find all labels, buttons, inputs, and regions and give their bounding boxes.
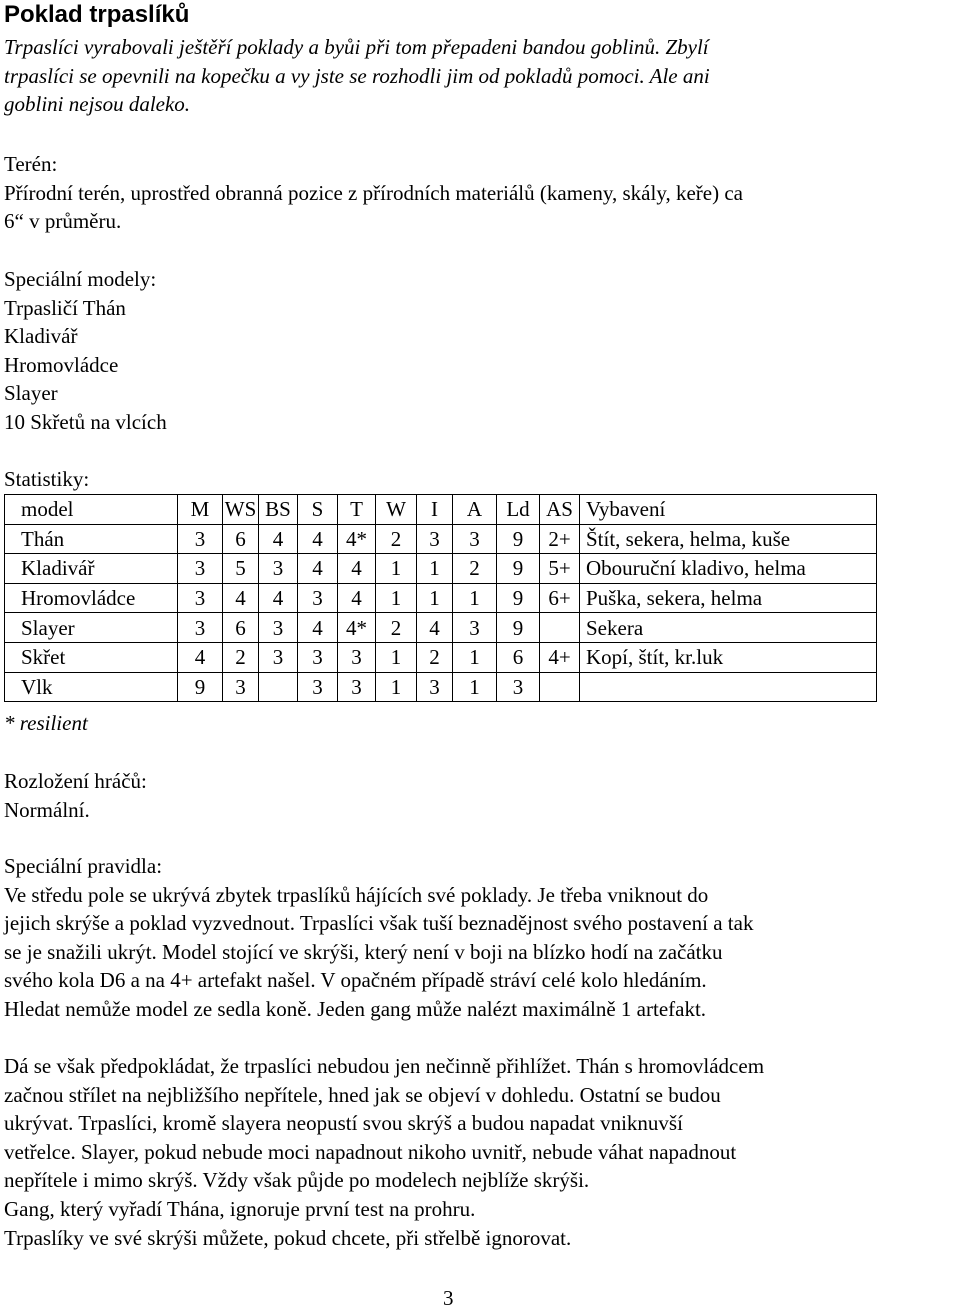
stats-cell: Štít, sekera, helma, kuše [580, 524, 877, 554]
stats-cell: Skřet [5, 642, 178, 672]
stats-cell: Sekera [580, 613, 877, 643]
stats-cell: Hromovládce [5, 583, 178, 613]
special-model-item: 10 Skřetů na vlcích [4, 409, 167, 434]
stats-cell: Puška, sekera, helma [580, 583, 877, 613]
intro-paragraph [4, 33, 710, 119]
special-models-heading: Speciální modely: [4, 267, 157, 291]
stats-cell: 3 [497, 672, 540, 702]
stats-header-cell: T [338, 495, 376, 525]
stats-cell: 1 [417, 583, 453, 613]
stats-cell: 3 [259, 642, 298, 672]
stats-cell: 1 [453, 642, 497, 672]
stats-header-cell: A [453, 495, 497, 525]
stats-header-cell: S [298, 495, 338, 525]
stats-cell: Thán [5, 524, 178, 554]
stats-cell: 9 [497, 583, 540, 613]
stats-cell: 4 [298, 554, 338, 584]
stats-cell: 3 [178, 524, 223, 554]
rules-line: svého kola D6 a na 4+ artefakt našel. V opačném případě stráví celé kolo hledáním. [4, 968, 707, 993]
stats-cell: 4 [338, 554, 376, 584]
stats-cell: 5 [223, 554, 259, 584]
stats-cell: 1 [453, 672, 497, 702]
stats-cell: 2 [417, 642, 453, 672]
stats-cell: 3 [338, 642, 376, 672]
rules-line: nepřítele i mimo skrýš. Vždy však půjde po modelech nejblíže skrýši. [4, 1168, 590, 1193]
rules-line: se je snažili ukrýt. Model stojící ve skrýši, který není v boji na blízko hodí na začátku [4, 939, 723, 964]
stats-row [5, 613, 877, 643]
stats-cell: 4 [338, 583, 376, 613]
stats-header-cell: Vybavení [580, 495, 877, 525]
stats-cell: 5+ [540, 554, 580, 584]
stats-header-cell: BS [259, 495, 298, 525]
terrain-line: Přírodní terén, uprostřed obranná pozice z přírodních materiálů (kameny, skály, keře) ca [4, 180, 743, 205]
stats-cell [540, 613, 580, 643]
special-rules-section [4, 852, 753, 1024]
page-title: Poklad trpaslíků [4, 1, 190, 28]
stats-cell: 9 [497, 554, 540, 584]
stats-header-cell: AS [540, 495, 580, 525]
rules-line: vetřelce. Slayer, pokud nebude moci napadnout nikoho uvnitř, nebude váhat napadnout [4, 1139, 737, 1164]
stats-header-row [5, 495, 877, 525]
stats-cell: 6 [223, 613, 259, 643]
terrain-line: 6“ v průměru. [4, 209, 122, 234]
stats-cell: 9 [497, 613, 540, 643]
special-model-item: Trpasličí Thán [4, 295, 126, 320]
stats-cell: 3 [298, 583, 338, 613]
rules-line: Dá se však předpokládat, že trpaslíci nebudou jen nečinně přihlížet. Thán s hromovládcem [4, 1054, 765, 1078]
stats-row [5, 554, 877, 584]
stats-cell: 3 [453, 524, 497, 554]
stats-footnote: * resilient [4, 711, 88, 735]
stats-cell: 4* [338, 524, 376, 554]
stats-cell: 2 [223, 642, 259, 672]
stats-cell [540, 672, 580, 702]
stats-cell: 4+ [540, 642, 580, 672]
page-number: 3 [443, 1286, 454, 1310]
rules-line: Trpaslíky ve své skrýši můžete, pokud chcete, při střelbě ignorovat. [4, 1225, 572, 1250]
deployment-section [4, 767, 147, 824]
special-rules-paragraph-2 [4, 1052, 764, 1252]
stats-heading: Statistiky: [4, 467, 90, 491]
stats-cell: 3 [178, 613, 223, 643]
intro-line: trpaslíci se opevnili na kopečku a vy jste se rozhodli jim od pokladů pomoci. Ale ani [4, 63, 710, 88]
stats-cell: Slayer [5, 613, 178, 643]
stats-row [5, 583, 877, 613]
special-model-item: Kladivář [4, 324, 78, 349]
stats-cell: 3 [298, 672, 338, 702]
stats-header-cell: WS [223, 495, 259, 525]
stats-cell: 2+ [540, 524, 580, 554]
stats-cell: 3 [259, 613, 298, 643]
stats-header-cell: model [5, 495, 178, 525]
stats-cell: 3 [178, 554, 223, 584]
stats-cell [580, 672, 877, 702]
special-model-item: Hromovládce [4, 352, 119, 377]
stats-cell: Kladivář [5, 554, 178, 584]
stats-cell: 4 [298, 613, 338, 643]
stats-cell: 2 [376, 613, 417, 643]
stats-header-cell: W [376, 495, 417, 525]
stats-cell: 1 [376, 554, 417, 584]
stats-cell: 1 [453, 583, 497, 613]
deployment-text: Normální. [4, 797, 90, 822]
stats-cell: Kopí, štít, kr.luk [580, 642, 877, 672]
stats-cell: 1 [376, 583, 417, 613]
stats-cell: 3 [223, 672, 259, 702]
stats-row [5, 672, 877, 702]
stats-cell: 6 [223, 524, 259, 554]
stats-cell: 1 [376, 642, 417, 672]
stats-cell: 2 [376, 524, 417, 554]
stats-cell: 4 [223, 583, 259, 613]
rules-line: ukrývat. Trpaslíci, kromě slayera neopustí svou skrýš a budou napadat vniknuvší [4, 1111, 683, 1136]
rules-line: Ve středu pole se ukrývá zbytek trpaslíků hájících své poklady. Je třeba vniknout do [4, 882, 709, 907]
stats-table-wrapper [4, 494, 877, 702]
stats-cell: 3 [417, 524, 453, 554]
stats-cell [259, 672, 298, 702]
rules-line: Gang, který vyřadí Thána, ignoruje první test na prohru. [4, 1196, 476, 1221]
stats-cell: 4 [259, 524, 298, 554]
terrain-heading: Terén: [4, 152, 58, 176]
stats-row [5, 642, 877, 672]
stats-table [4, 494, 877, 702]
stats-cell: 3 [298, 642, 338, 672]
special-rules-heading: Speciální pravidla: [4, 854, 163, 878]
special-models-section [4, 265, 167, 437]
stats-cell: 4* [338, 613, 376, 643]
rules-line: Hledat nemůže model ze sedla koně. Jeden gang může nalézt maximálně 1 artefakt. [4, 996, 707, 1021]
stats-header-cell: Ld [497, 495, 540, 525]
rules-line: jejich skrýše a poklad vyzvednout. Trpaslíci však tuší beznadějnost svého postavení a tak [4, 911, 754, 936]
stats-cell: 1 [417, 554, 453, 584]
stats-cell: 4 [298, 524, 338, 554]
stats-row [5, 524, 877, 554]
rules-line: začnou střílet na nejbližšího nepřítele, hned jak se objeví v dohledu. Ostatní se budou [4, 1082, 721, 1107]
stats-cell: 6+ [540, 583, 580, 613]
stats-cell: 4 [259, 583, 298, 613]
stats-cell: 9 [497, 524, 540, 554]
stats-cell: Vlk [5, 672, 178, 702]
special-model-item: Slayer [4, 381, 58, 406]
intro-line: goblini nejsou daleko. [4, 92, 191, 117]
stats-cell: 4 [417, 613, 453, 643]
stats-cell: 3 [417, 672, 453, 702]
stats-cell: 3 [178, 583, 223, 613]
stats-cell: 6 [497, 642, 540, 672]
intro-line: Trpaslíci vyrabovali ještěří poklady a byůi při tom přepadeni bandou goblinů. Zbylí [4, 35, 709, 59]
stats-cell: 3 [259, 554, 298, 584]
stats-cell: Obouruční kladivo, helma [580, 554, 877, 584]
stats-header-cell: M [178, 495, 223, 525]
stats-cell: 3 [453, 613, 497, 643]
stats-cell: 1 [376, 672, 417, 702]
stats-header-cell: I [417, 495, 453, 525]
stats-cell: 9 [178, 672, 223, 702]
stats-cell: 3 [338, 672, 376, 702]
stats-cell: 2 [453, 554, 497, 584]
stats-cell: 4 [178, 642, 223, 672]
deployment-heading: Rozložení hráčů: [4, 769, 147, 793]
terrain-section [4, 150, 743, 236]
